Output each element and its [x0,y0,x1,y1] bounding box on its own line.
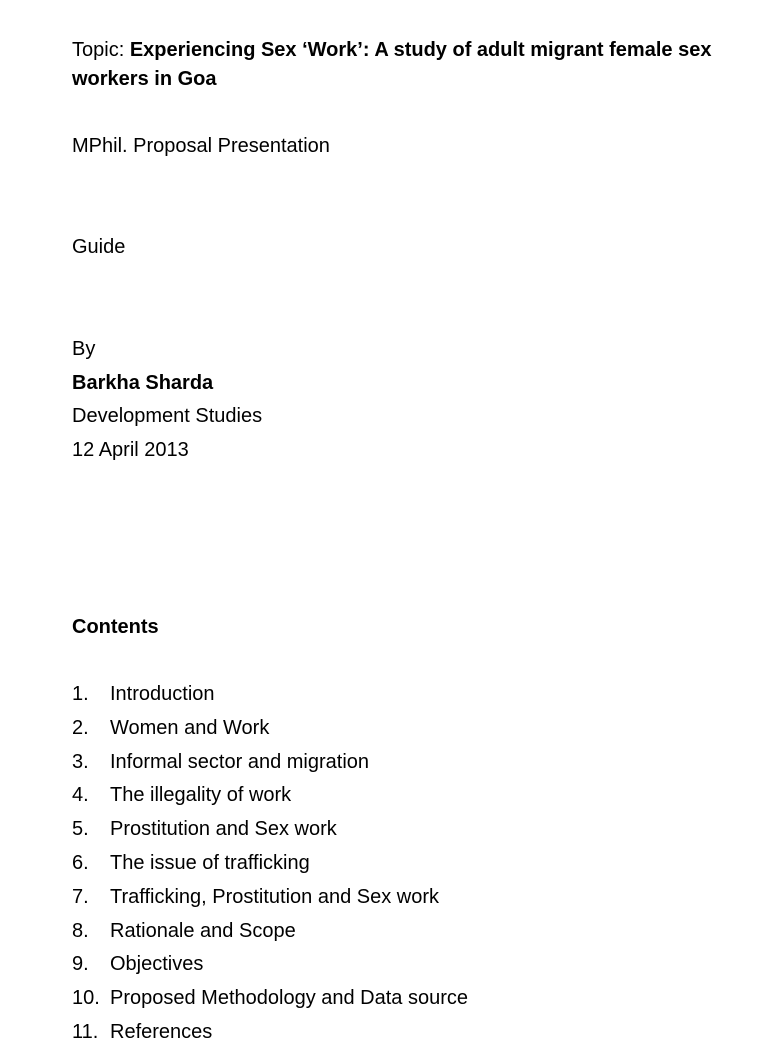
contents-item-label: References [110,1020,213,1043]
contents-item-number: 8. [72,919,89,942]
contents-item [72,984,468,1018]
topic-prefix: Topic: [72,39,130,61]
contents-item-label: The illegality of work [110,784,292,807]
contents-item [72,714,468,748]
contents-item-number: 11. [72,1020,99,1043]
contents-item-label: The issue of trafficking [110,851,310,874]
contents-item [72,748,468,782]
contents-item-label: Rationale and Scope [110,919,296,942]
contents-item-label: Proposed Methodology and Data source [110,987,469,1010]
contents-item [72,680,468,714]
topic-title: Experiencing Sex ‘Work’: A study of adult migrant female sex workers in Goa [72,39,712,90]
contents-item-number: 4. [72,784,89,807]
contents-item [72,883,468,917]
contents-item [72,1018,468,1052]
contents-item-label: Women and Work [110,716,270,739]
guide-label: Guide [72,236,126,258]
presentation-type: MPhil. Proposal Presentation [72,135,330,157]
contents-item-number: 5. [72,818,89,841]
contents-item-number: 1. [72,683,89,705]
contents-item-label: Objectives [110,953,204,976]
contents-item-label: Informal sector and migration [110,750,370,773]
contents-item [72,781,468,815]
contents-list [72,680,468,1052]
contents-item-number: 6. [72,851,89,874]
contents-item-number: 7. [72,885,89,908]
topic-line [72,36,712,94]
contents-item [72,849,468,883]
presentation-date: 12 April 2013 [72,439,189,461]
contents-item-number: 9. [72,953,89,976]
contents-item-label: Introduction [110,683,215,705]
author-name: Barkha Sharda [72,372,214,394]
department: Development Studies [72,405,263,427]
contents-item [72,815,468,849]
contents-item-label: Trafficking, Prostitution and Sex work [110,885,440,908]
contents-item [72,917,468,951]
contents-item-number: 3. [72,750,89,773]
contents-item-number: 10. [72,987,100,1010]
by-label: By [72,338,96,360]
contents-heading: Contents [72,616,159,638]
contents-item [72,950,468,984]
contents-item-label: Prostitution and Sex work [110,818,337,841]
contents-item-number: 2. [72,716,89,739]
